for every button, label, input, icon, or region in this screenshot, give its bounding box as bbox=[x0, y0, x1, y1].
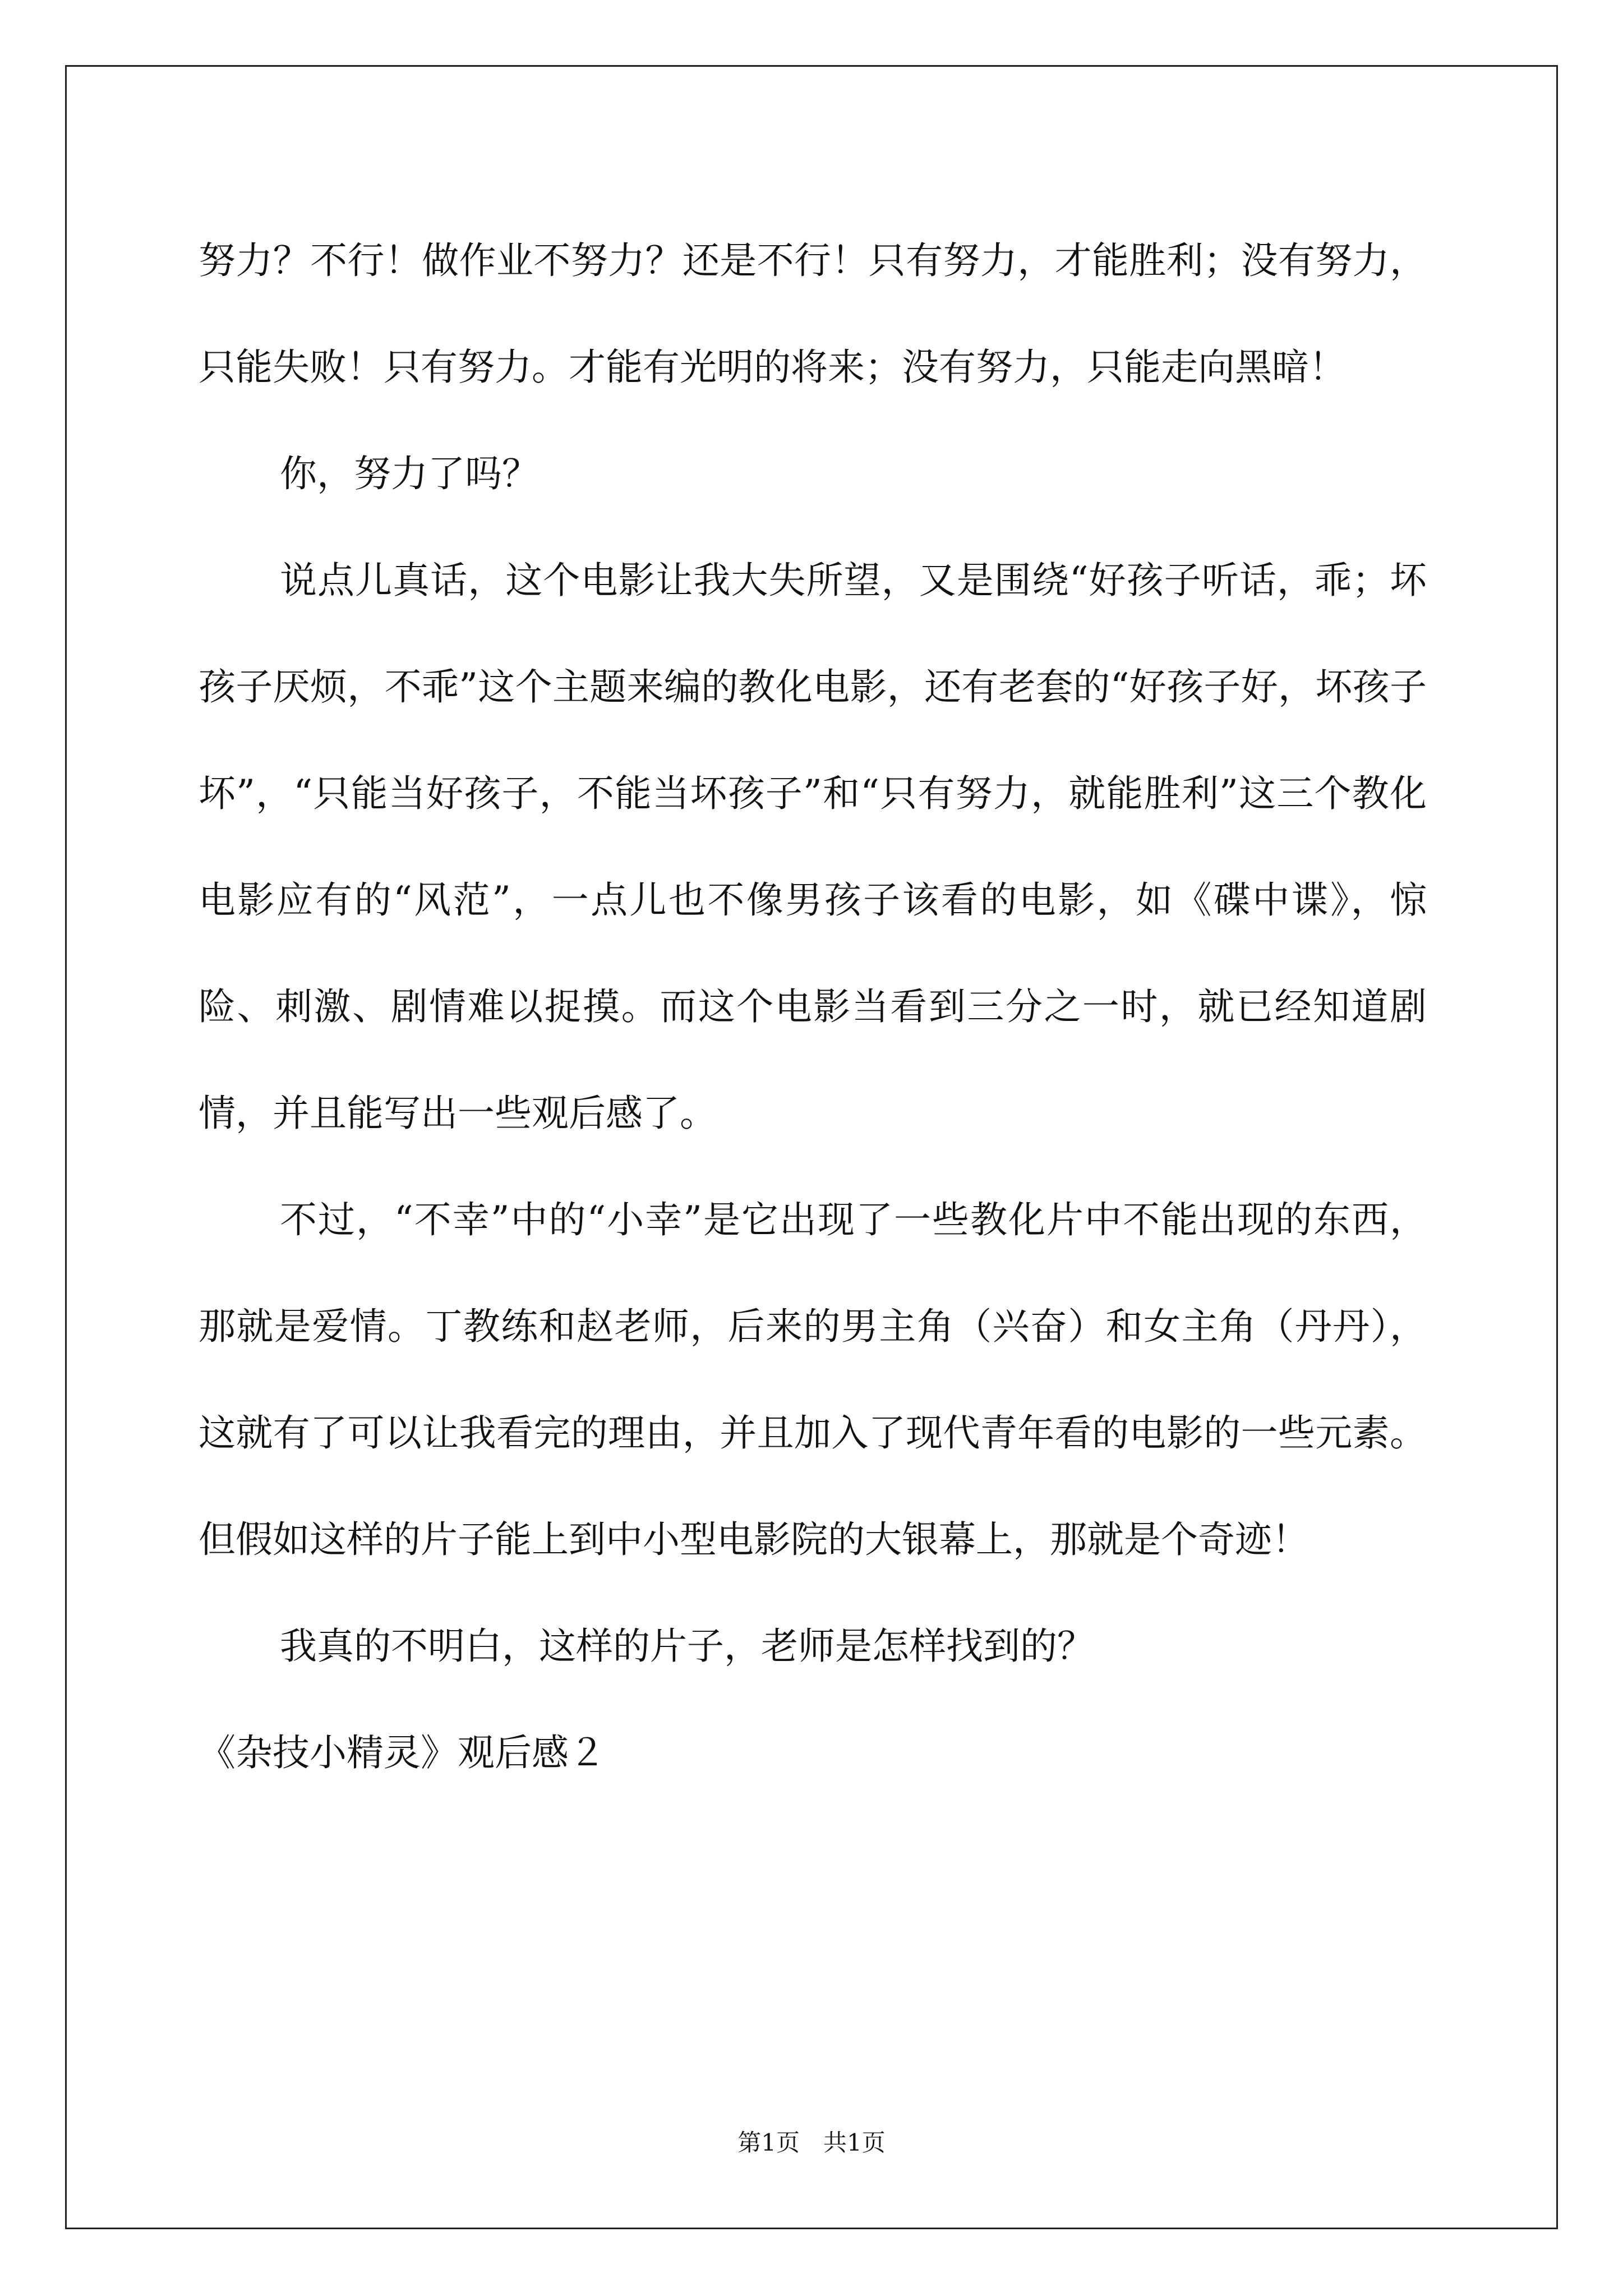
document-body bbox=[199, 208, 1427, 1806]
paragraph-5: 我真的不明白，这样的片子，老师是怎样找到的？ bbox=[280, 1625, 1094, 1668]
paragraph-4: 不过，“不幸”中的“小幸”是它出现了一些教化片中不能出现的东西，那就是爱情。丁教练和赵老师，后来的男主角（兴奋）和女主角（丹丹），这就有了可以让我看完的理由，并且加入了现代青年看的电影的一些元素。但假如这样的片子能上到中小型电影院的大银幕上，那就是个奇迹！ bbox=[199, 1198, 1427, 1561]
paragraph-3: 说点儿真话，这个电影让我大失所望，又是围绕“好孩子听话，乖；坏孩子厌烦，不乖”这个主题来编的教化电影，还有老套的“好孩子好，坏孩子坏”，“只能当好孩子，不能当坏孩子”和“只有努力，就能胜利”这三个教化电影应有的“风范”，一点儿也不像男孩子该看的电影，如《碟中谍》，惊险、刺激、剧情难以捉摸。而这个电影当看到三分之一时，就已经知道剧情，并且能写出一些观后感了。 bbox=[199, 559, 1427, 1135]
page-number-footer: 第1页 共1页 bbox=[737, 2129, 886, 2156]
section-heading: 《杂技小精灵》观后感２ bbox=[199, 1731, 606, 1774]
paragraph-1: 努力？不行！做作业不努力？还是不行！只有努力，才能胜利；没有努力，只能失败！只有努力。才能有光明的将来；没有努力，只能走向黑暗！ bbox=[199, 239, 1427, 389]
paragraph-2: 你，努力了吗？ bbox=[280, 452, 539, 495]
